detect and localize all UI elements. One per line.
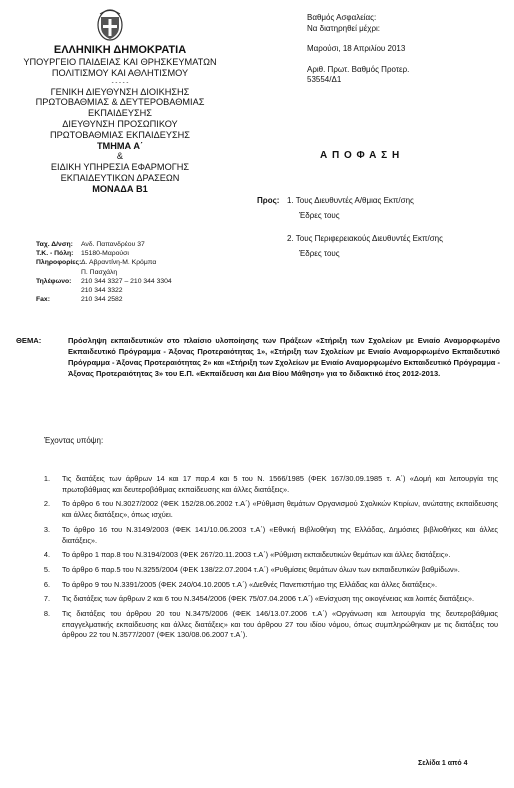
- item-number: 2.: [43, 499, 50, 509]
- item-number: 8.: [43, 609, 50, 619]
- list-item: [28, 499, 498, 520]
- list-item: [28, 550, 498, 561]
- contact-value: 210 344 3327 – 210 344 3304: [81, 277, 172, 285]
- contact-block: [36, 240, 236, 304]
- item-number: 3.: [43, 524, 50, 534]
- contact-row: [36, 286, 236, 295]
- contact-value: 210 344 2582: [81, 296, 123, 304]
- department: ΤΜΗΜΑ Α΄: [96, 140, 144, 151]
- recipient-row: [257, 195, 507, 207]
- contact-value: 210 344 3322: [81, 287, 123, 295]
- item-number: 5.: [43, 564, 50, 574]
- list-item: [28, 474, 498, 495]
- list-item: [28, 525, 498, 546]
- contact-value: Δ. Αβραντίνη-Μ. Κρόμπα: [81, 259, 157, 267]
- list-item: [28, 609, 498, 641]
- contact-row: [36, 240, 236, 249]
- recipient-2-seat: Έδρες τους: [299, 249, 340, 258]
- recipients: [257, 195, 507, 260]
- contact-key: Fax:: [36, 296, 50, 304]
- ministry-line-1: ΥΠΟΥΡΓΕΙΟ ΠΑΙΔΕΙΑΣ ΚΑΙ ΘΡΗΣΚΕΥΜΑΤΩΝ: [23, 57, 217, 67]
- directorate-line-2: ΠΡΩΤΟΒΑΘΜΙΑΣ & ΔΕΥΤΕΡΟΒΑΘΜΙΑΣ: [35, 97, 205, 108]
- recipient-1-seat: Έδρες τους: [299, 211, 340, 220]
- contact-value: Π. Πασχάλη: [81, 268, 118, 276]
- legal-basis-list: [28, 474, 498, 645]
- contact-key: Ταχ. Δ/νση:: [36, 241, 73, 248]
- contact-row: [36, 268, 236, 277]
- ampersand: &: [116, 151, 124, 162]
- separator: - - - - -: [111, 79, 129, 86]
- item-text: Το άρθρο 16 του Ν.3149/2003 (ΦΕΚ 141/10.06.2003 τ.Α΄) «Εθνική Βιβλιοθήκη της Ελλάδας, Δημόσιες βιβλιοθήκες και άλλες διατάξεις».: [62, 524, 498, 545]
- item-number: 1.: [43, 474, 50, 483]
- retention-label: Να διατηρηθεί μέχρι:: [307, 23, 381, 33]
- page-number: Σελίδα 1 από 4: [418, 760, 468, 767]
- considering-heading: Έχοντας υπόψη:: [44, 436, 104, 445]
- ministry-line-2: ΠΟΛΙΤΙΣΜΟΥ ΚΑΙ ΑΘΛΗΤΙΣΜΟΥ: [51, 67, 189, 78]
- item-text: Τις διατάξεις των άρθρων 2 και 6 του Ν.3454/2006 (ΦΕΚ 75/07.04.2006 τ.Α΄) «Ενίσχυση της οικογένειας και λοιπές διατάξεις».: [62, 594, 475, 604]
- item-text: Το άρθρο 1 παρ.8 του Ν.3194/2003 (ΦΕΚ 267/20.11.2003 τ.Α΄) «Ρύθμιση εκπαιδευτικών θεμάτων και άλλες διατάξεις».: [62, 550, 451, 560]
- item-text: Τις διατάξεις των άρθρων 14 και 17 παρ.4 και 5 του Ν. 1566/1985 (ΦΕΚ 167/30.09.1985 τ. Α΄) «Δομή και λειτουργία της πρωτοβάθμιας και δευτεροβάθμιας εκπαίδευσης και άλλες διατάξεις».: [62, 474, 498, 494]
- subject-label: ΘΕΜΑ:: [16, 336, 42, 345]
- security-level-label: Βαθμός Ασφαλείας:: [307, 13, 377, 22]
- contact-row: [36, 249, 236, 258]
- item-number: 4.: [43, 550, 50, 560]
- contact-key: Τ.Κ. - Πόλη:: [36, 250, 74, 258]
- protocol-label: Αριθ. Πρωτ. Βαθμός Προτερ.: [307, 64, 410, 74]
- recipient-1: 1. Τους Διευθυντές Α/θμιας Εκπ/σης: [287, 196, 414, 205]
- service-line-1: ΕΙΔΙΚΗ ΥΠΗΡΕΣΙΑ ΕΦΑΡΜΟΓΗΣ: [50, 162, 190, 173]
- item-number: 7.: [43, 594, 50, 604]
- list-item: [28, 580, 498, 591]
- protocol-number: 53554/Δ1: [307, 75, 342, 84]
- coat-of-arms-icon: [96, 8, 124, 42]
- contact-key: Πληροφορίες:: [36, 259, 82, 267]
- subject-text: Πρόσληψη εκπαιδευτικών στο πλαίσιο υλοποίησης των Πράξεων «Στήριξη των Σχολείων με Ενιαίο Αναμορφωμένο Εκπαιδευτικό Πρόγραμμα - Άξονας Προτεραιότητας 1», «Στήριξη των Σχολείων με Ενιαίο Αναμορφωμένο Εκπαιδευτικό Πρόγραμμα - Άξονας Προτεραιότητας 2» και «Στήριξη των Σχολείων με Ενιαίο Αναμορφωμένο Εκπαιδευτικό Πρόγραμμα - Άξονας Προτεραιότητας 3» του Ε.Π. «Εκπαίδευση και Δια Βίου Μάθηση» για το διδακτικό έτος 2012-2013.: [68, 336, 500, 378]
- item-text: Τις διατάξεις του άρθρου 20 του Ν.3475/2006 (ΦΕΚ 146/13.07.2006 τ.Α΄) «Οργάνωση και λειτουργία της δευτεροβάθμιας επαγγελματικής εκπαίδευσης και άλλες διατάξεις» και του άρθρου 27 του ιδίου νόμου, όπως συμπληρώθηκαν με τις διατάξεις του άρθρου 22 του Ν.3577/2007 (ΦΕΚ 130/08.06.2007 τ.Α΄).: [62, 609, 498, 640]
- contact-row: [36, 258, 236, 267]
- contact-row: [36, 277, 236, 286]
- service-line-2: ΕΚΠΑΙΔΕΥΤΙΚΩΝ ΔΡΑΣΕΩΝ: [60, 172, 180, 183]
- contact-key: Τηλέφωνο:: [36, 277, 72, 285]
- decision-title: Α Π Ο Φ Α Σ Η: [320, 150, 401, 161]
- item-number: 6.: [43, 579, 50, 589]
- item-text: Το άρθρο 9 του Ν.3391/2005 (ΦΕΚ 240/04.10.2005 τ.Α΄) «Διεθνές Πανεπιστήμιο της Ελλάδας και άλλες διατάξεις».: [62, 579, 438, 589]
- subject-block: [14, 335, 500, 379]
- item-text: Το άρθρο 6 παρ.5 του Ν.3255/2004 (ΦΕΚ 138/22.07.2004 τ.Α΄) «Ρυθμίσεις θεμάτων όλων των εκπαιδευτικών βαθμίδων».: [62, 564, 460, 574]
- list-item: [28, 594, 498, 605]
- issuer-header: [22, 44, 218, 195]
- directorate-line-5: ΠΡΩΤΟΒΑΘΜΙΑΣ ΕΚΠΑΙΔΕΥΣΗΣ: [50, 129, 190, 140]
- item-text: Το άρθρο 6 του Ν.3027/2002 (ΦΕΚ 152/28.06.2002 τ.Α΄) «Ρύθμιση θεμάτων Οργανισμού Σχολικών Κτιρίων, ανώτατης εκπαίδευσης και άλλες διατάξεις», όπως ισχύει.: [62, 499, 498, 520]
- directorate-line-3: ΕΚΠΑΙΔΕΥΣΗΣ: [88, 108, 152, 119]
- contact-key: [36, 286, 81, 295]
- list-item: [28, 565, 498, 576]
- contact-value: 15180-Μαρούσι: [81, 250, 129, 258]
- document-meta: [307, 13, 497, 86]
- recipients-label: Προς:: [257, 196, 280, 205]
- unit: ΜΟΝΑΔΑ Β1: [92, 183, 148, 194]
- place-date: Μαρούσι, 18 Απριλίου 2013: [307, 44, 406, 53]
- recipient-2: 2. Τους Περιφερειακούς Διευθυντές Εκπ/σης: [287, 234, 443, 243]
- contact-value: Ανδ. Παπανδρέου 37: [81, 241, 145, 248]
- state-name: ΕΛΛΗΝΙΚΗ ΔΗΜΟΚΡΑΤΙΑ: [53, 44, 187, 56]
- contact-key: [36, 268, 81, 277]
- contact-row: [36, 295, 236, 304]
- directorate-line-4: ΔΙΕΥΘΥΝΣΗ ΠΡΟΣΩΠΙΚΟΥ: [62, 118, 178, 129]
- directorate-line-1: ΓΕΝΙΚΗ ΔΙΕΥΘΥΝΣΗ ΔΙΟΙΚΗΣΗΣ: [50, 86, 190, 97]
